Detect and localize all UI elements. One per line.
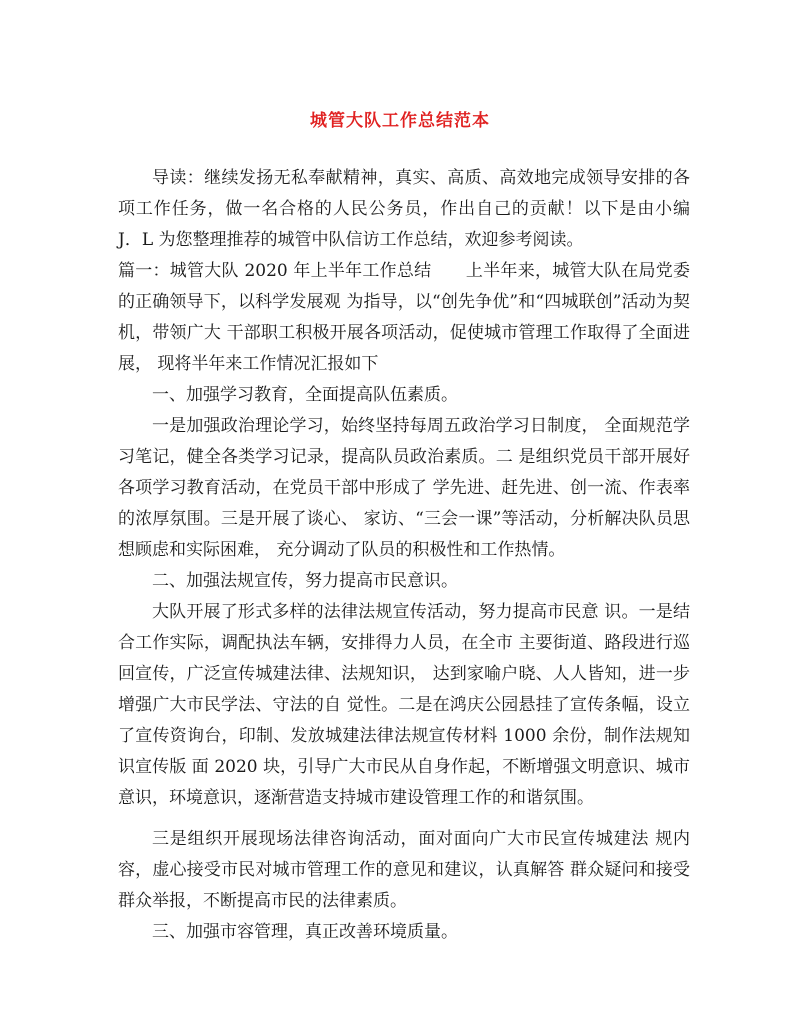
intro-paragraph: 导读：继续发扬无私奉献精神，真实、高质、高效地完成领导安排的各项工作任务，做一名合格的人民公务员，作出自己的贡献！以下是由小编 J．L 为您整理推荐的城管中队信访工作总结，欢迎参考阅读。 <box>118 168 690 250</box>
section-heading-2: 二、加强法规宣传，努力提高市民意识。 <box>152 571 458 591</box>
body-paragraph: 三是组织开展现场法律咨询活动，面对面向广大市民宣传城建法 规内容，虚心接受市民对城市管理工作的意见和建议，认真解答 群众疑问和接受群众举报，不断提高市民的法律素质。 <box>118 829 690 911</box>
body-paragraph: 大队开展了形式多样的法律法规宣传活动，努力提高市民意 识。一是结合工作实际，调配执法车辆，安排得力人员，在全市 主要街道、路段进行巡回宣传，广泛宣传城建法律、法规知识， 达到家喻户晓、人人皆知，进一步增强广大市民学法、守法的自 觉性。二是在鸿庆公园悬挂了宣传条幅，设立了宣传资询台，印制、发放城建法律法规宣传材料 1000 余份，制作法规知识宣传版 面 2020 块，引导广大市民从自身作起，不断增强文明意识、城市 意识，环境意识，逐渐营造支持城市建设管理工作的和谐氛围。 <box>118 602 690 808</box>
article-one-paragraph: 篇一：城管大队 2020 年上半年工作总结 上半年来，城管大队在局党委的正确领导下，以科学发展观 为指导，以“创先争优”和“四城联创”活动为契机，带领广大 干部职工积极开展各项活动，促使城市管理工作取得了全面进展， 现将半年来工作情况汇报如下 <box>118 261 690 374</box>
document-title: 城管大队工作总结范本 <box>310 111 490 131</box>
body-paragraph: 一是加强政治理论学习，始终坚持每周五政治学习日制度， 全面规范学习笔记，健全各类学习记录，提高队员政治素质。二 是组织党员干部开展好各项学习教育活动，在党员干部中形成了 学先进、赶先进、创一流、作表率的浓厚氛围。三是开展了谈心、 家访、“三会一课”等活动，分析解决队员思想顾虑和实际困难， 充分调动了队员的积极性和工作热情。 <box>118 416 690 560</box>
document-body <box>118 163 690 948</box>
section-heading-3: 三、加强市容管理，真正改善环境质量。 <box>152 922 458 942</box>
section-heading-1: 一、加强学习教育，全面提高队伍素质。 <box>152 385 458 405</box>
